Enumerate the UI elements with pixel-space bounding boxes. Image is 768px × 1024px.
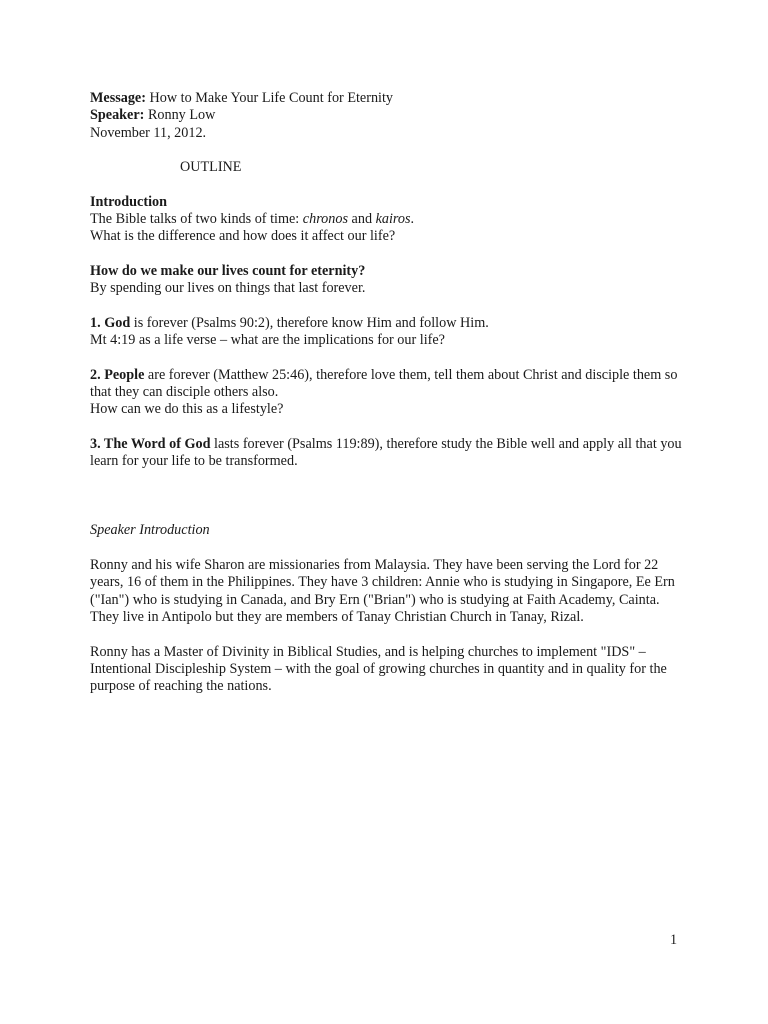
point-3 (90, 436, 690, 471)
point-2-label: 2. People (90, 366, 145, 383)
page-number: 1 (670, 932, 678, 948)
speaker-line (90, 107, 690, 124)
introduction-line-1: The Bible talks of two kinds of time: chronos and kairos. (90, 211, 415, 228)
introduction-line-2: What is the difference and how does it affect our life? (90, 228, 396, 245)
speaker-bio-paragraph-2: Ronny has a Master of Divinity in Biblical Studies, and is helping churches to implement "IDS" – Intentional Discipleship System – with the goal of growing churches in quantity and in quality for the purpose of reaching the nations. (90, 643, 667, 695)
speaker-bio-paragraph-1: Ronny and his wife Sharon are missionaries from Malaysia. They have been serving the Lord for 22 years, 16 of them in the Philippines. They have 3 children: Annie who is studying in Singapore, Ee Ern ("Ian") who is studying in Canada, and Bry Ern ("Brian") who is studying at Faith Academy, Cainta. They live in Antipolo but they are members of Tanay Christian Church in Tanay, Rizal. (90, 557, 675, 625)
introduction-heading (90, 194, 690, 211)
speaker-introduction-heading-text: Speaker Introduction (90, 522, 210, 539)
term-kairos: kairos (375, 211, 411, 228)
point-3-label: 3. The Word of God (90, 435, 211, 452)
key-answer: By spending our lives on things that last forever. (90, 280, 366, 297)
point-2-followup: How can we do this as a lifestyle? (90, 401, 284, 418)
point-2-text: are forever (Matthew 25:46), therefore love them, tell them about Christ and disciple them so that they can disciple others also. (90, 366, 678, 401)
message-label: Message: (90, 90, 146, 106)
speaker-name: Ronny Low (144, 107, 216, 124)
document-page (90, 90, 690, 695)
point-1-followup: Mt 4:19 as a life verse – what are the implications for our life? (90, 332, 445, 349)
speaker-label: Speaker: (90, 107, 145, 124)
point-1 (90, 315, 690, 332)
term-chronos: chronos (302, 211, 348, 228)
outline-heading: OUTLINE (180, 159, 242, 176)
point-2 (90, 367, 690, 402)
key-question (90, 263, 690, 280)
introduction-heading-text: Introduction (90, 193, 167, 210)
point-1-text: is forever (Psalms 90:2), therefore know Him and follow Him. (130, 314, 489, 331)
point-1-label: 1. God (90, 314, 131, 331)
speaker-introduction-heading (90, 522, 690, 539)
message-line (90, 90, 690, 107)
point-3-text: lasts forever (Psalms 119:89), therefore study the Bible well and apply all that you learn for your life to be transformed. (90, 435, 682, 470)
key-question-text: How do we make our lives count for eternity? (90, 262, 366, 279)
message-title: How to Make Your Life Count for Eternity (145, 90, 394, 106)
message-date: November 11, 2012. (90, 124, 207, 141)
